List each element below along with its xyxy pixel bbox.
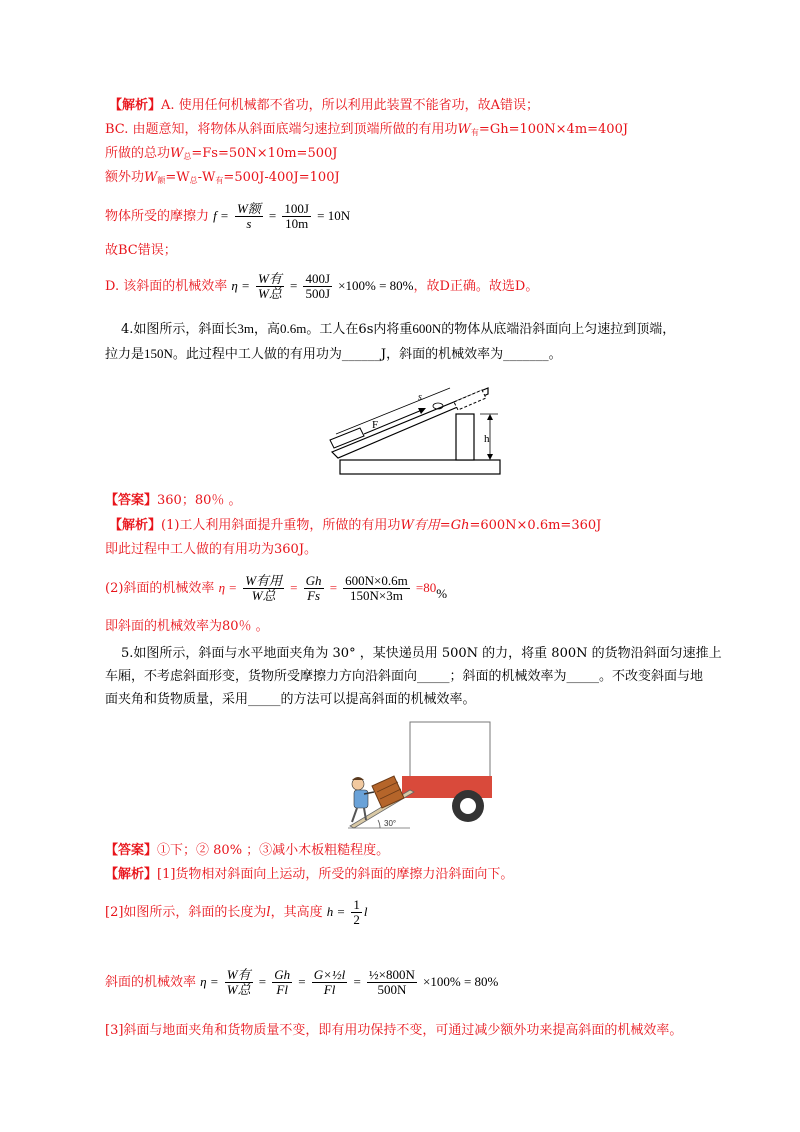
q3-eq2: = bbox=[289, 278, 298, 293]
q3-efficiency-formula bbox=[105, 266, 538, 306]
q4-percent: % bbox=[436, 586, 448, 601]
frac-num: W有 bbox=[258, 271, 282, 286]
answer-tag: 【答案】 bbox=[105, 493, 158, 508]
q4-eta: η = bbox=[218, 580, 238, 595]
q3-text-7a: D. 该斜面的机械效率 bbox=[105, 279, 228, 294]
q4-analysis-line1 bbox=[109, 517, 601, 535]
frac-num: W有用 bbox=[245, 573, 283, 588]
q4-ana-1b: W有用=Gh bbox=[400, 518, 470, 533]
q5-eq2: = bbox=[298, 974, 306, 989]
frac-den: 150N×3m bbox=[350, 588, 403, 603]
truck-wheel-hub bbox=[460, 798, 476, 814]
q4-stem-1c: ，高 bbox=[254, 322, 281, 337]
q3-text-3a: 所做的总功 bbox=[105, 146, 171, 161]
analysis-tag: 【解析】 bbox=[109, 98, 162, 113]
q3-text-4h: =500J-400J=100J bbox=[223, 170, 340, 185]
q5-h-eq: h = bbox=[326, 904, 346, 919]
q5-ana-2c: ，其高度 bbox=[270, 905, 323, 920]
q4-result: =80 bbox=[415, 580, 437, 595]
q3-text-2a: BC. 由题意知，将物体从斜面底端匀速拉到顶端所做的有用功 bbox=[105, 122, 458, 137]
q3-text-4a: 额外功 bbox=[105, 170, 145, 185]
q5-eta: η = bbox=[200, 974, 219, 989]
q3-text-2d: =Gh=100N×4m=400J bbox=[478, 122, 629, 137]
courier-body bbox=[354, 790, 368, 808]
q4-ana-1a: (1)工人利用斜面提升重物，所做的有用功 bbox=[161, 518, 401, 533]
q3-analysis-line2 bbox=[105, 121, 628, 142]
q5-answer-text: ①下；② 80% ；③减小木板粗糙程度。 bbox=[157, 843, 390, 858]
frac-num: 100J bbox=[284, 201, 309, 216]
frac-num: W有 bbox=[226, 967, 251, 982]
frac-den: s bbox=[246, 216, 252, 231]
frac-den: 500J bbox=[305, 286, 331, 301]
q3-eq: = bbox=[268, 208, 277, 223]
q4-stem-1d: 0.6m bbox=[280, 321, 307, 336]
h-arrow-up bbox=[487, 414, 493, 420]
frac-num: 1 bbox=[353, 897, 360, 912]
q5-analysis-line4: [3]斜面与地面夹角和货物质量不变，即有用功保持不变，可通过减少额外功来提高斜面的机械效率。 bbox=[105, 1023, 683, 1038]
frac-num: 600N×0.6m bbox=[345, 573, 408, 588]
q4-frac-2 bbox=[304, 574, 324, 603]
q5-frac-1 bbox=[225, 968, 253, 997]
q5-l: l bbox=[363, 904, 368, 919]
q4-stem-line1 bbox=[121, 320, 675, 339]
q5-answer-line bbox=[105, 842, 389, 860]
support-post bbox=[456, 414, 474, 460]
q3-text-4e: 总 bbox=[189, 176, 198, 185]
q5-stem-line3: 面夹角和货物质量，采用_____的方法可以提高斜面的机械效率。 bbox=[105, 692, 476, 707]
q5-ana-2b: l bbox=[266, 905, 271, 920]
q3-frac-4 bbox=[303, 272, 332, 301]
frac-num: Gh bbox=[274, 967, 291, 982]
q4-stem-1a: 4.如图所示，斜面长 bbox=[121, 322, 238, 337]
answer-tag: 【答案】 bbox=[105, 843, 158, 858]
q4-analysis-line4: 即斜面的机械效率为80％ 。 bbox=[105, 619, 269, 634]
q3-text-3c: 总 bbox=[183, 152, 192, 161]
q4-stem-1f: 600N bbox=[412, 321, 442, 336]
angle-arc bbox=[378, 820, 380, 828]
q5-ana-1: [1]货物相对斜面向上运动，所受的斜面的摩擦力沿斜面向下。 bbox=[157, 867, 514, 882]
q3-result2: ×100% = 80% bbox=[338, 278, 414, 293]
frac-den: W总 bbox=[258, 286, 282, 301]
q5-frac-4 bbox=[367, 968, 417, 997]
frac-num: G×½l bbox=[313, 967, 346, 982]
q3-text-5a: 物体所受的摩擦力 bbox=[105, 209, 210, 224]
wooden-crate bbox=[372, 776, 404, 808]
frac-den: 500N bbox=[377, 982, 407, 997]
q3-text-3b: W bbox=[170, 146, 184, 161]
q3-friction-formula bbox=[105, 196, 350, 236]
q5-frac-3 bbox=[312, 968, 348, 997]
q3-text-4d: =W bbox=[165, 170, 190, 185]
q3-text-7i: ，故D正确。故选D。 bbox=[413, 279, 539, 294]
q5-height-line bbox=[105, 892, 368, 932]
q5-stem-line2: 车厢，不考虑斜面形变，货物所受摩擦力方向沿斜面向_____；斜面的机械效率为_____。不改变斜面与地 bbox=[105, 669, 704, 684]
q3-frac-1 bbox=[235, 202, 263, 231]
q3-analysis-line3 bbox=[105, 145, 337, 166]
q3-formula-f: f = bbox=[213, 208, 229, 223]
q5-ana-2a: [2]如图所示，斜面的长度为 bbox=[105, 905, 267, 920]
courier-hair bbox=[352, 777, 364, 780]
q4-ana-1c: =600N×0.6m=360J bbox=[469, 518, 602, 533]
q4-answer-line bbox=[105, 492, 242, 510]
frac-den: W总 bbox=[226, 982, 251, 997]
q4-incline-figure bbox=[322, 368, 508, 484]
ground-block bbox=[340, 460, 500, 474]
frac-den: W总 bbox=[251, 588, 276, 603]
fig-h-label: h bbox=[484, 433, 490, 445]
q5-eq1: = bbox=[258, 974, 267, 989]
fig-s-label: s bbox=[418, 392, 422, 403]
fig-angle-label: 30° bbox=[384, 819, 397, 828]
q5-truck-figure bbox=[344, 720, 492, 832]
q4-stem-1g: 的物体从底端沿斜面向上匀速拉到顶端， bbox=[441, 322, 676, 337]
q3-text-2b: W bbox=[457, 122, 471, 137]
q3-analysis-line1 bbox=[109, 97, 539, 115]
q3-eta: η = bbox=[231, 278, 250, 293]
q5-analysis-line1 bbox=[105, 866, 513, 884]
q4-efficiency-formula bbox=[105, 566, 447, 610]
q4-stem-2c: 。此过程中工人做的有用功为______J，斜面的机械效率为_______。 bbox=[172, 347, 562, 362]
q3-text-4b: W bbox=[144, 170, 158, 185]
frac-den: 10m bbox=[285, 216, 309, 231]
q4-stem-1b: 3m bbox=[237, 321, 255, 336]
q3-text-4g: 有 bbox=[215, 176, 224, 185]
q4-frac-1 bbox=[243, 574, 284, 603]
q5-frac-2 bbox=[272, 968, 292, 997]
q5-ana-3a: 斜面的机械效率 bbox=[105, 975, 197, 990]
q3-text-4f: -W bbox=[197, 170, 216, 185]
q4-ana-3a: (2)斜面的机械效率 bbox=[105, 581, 215, 596]
q3-result: = 10N bbox=[317, 208, 351, 223]
q5-efficiency-formula bbox=[105, 956, 498, 1008]
q4-stem-2a: 拉力是 bbox=[105, 347, 145, 362]
analysis-tag: 【解析】 bbox=[105, 867, 158, 882]
q3-frac-2 bbox=[282, 202, 311, 231]
frac-den: Fl bbox=[323, 982, 336, 997]
q4-frac-3 bbox=[343, 574, 410, 603]
q5-eq3: = bbox=[353, 974, 361, 989]
q3-text-4c: 额 bbox=[157, 176, 166, 185]
frac-num: 400J bbox=[305, 271, 331, 286]
frac-den: Fl bbox=[276, 982, 288, 997]
h-arrow-down bbox=[487, 454, 493, 460]
q4-stem-2b: 150N bbox=[144, 346, 173, 361]
q3-text-1: A. 使用任何机械都不省功，所以利用此装置不能省功，故A错误； bbox=[161, 98, 540, 113]
q3-analysis-line4 bbox=[105, 169, 340, 190]
q3-text-2c: 有 bbox=[470, 128, 479, 137]
q4-stem-1e: 。工人在6s内将重 bbox=[306, 322, 413, 337]
frac-den: Fs bbox=[307, 588, 321, 603]
q5-stem-line1: 5.如图所示，斜面与水平地面夹角为 30° ，某快递员用 500N 的力，将重 800N 的货物沿斜面匀速推上 bbox=[121, 646, 722, 661]
fig-F-label: F bbox=[372, 419, 379, 431]
q4-analysis-line2: 即此过程中工人做的有用功为360J。 bbox=[105, 542, 318, 557]
q5-result: ×100% = 80% bbox=[423, 974, 499, 989]
q3-analysis-line6: 故BC错误； bbox=[105, 243, 177, 258]
q4-eq1: = bbox=[290, 580, 298, 595]
box-top-dashed bbox=[454, 390, 486, 410]
frac-den: 2 bbox=[353, 912, 360, 927]
q3-frac-3 bbox=[256, 272, 284, 301]
q3-text-3d: =Fs=50N×10m=500J bbox=[191, 146, 338, 161]
q4-answer-text: 360；80％ 。 bbox=[157, 493, 242, 508]
q4-stem-line2 bbox=[105, 345, 562, 364]
analysis-tag: 【解析】 bbox=[109, 518, 162, 533]
frac-num: ½×800N bbox=[368, 967, 415, 982]
courier-leg-1 bbox=[352, 808, 357, 822]
q5-frac-half bbox=[351, 898, 362, 927]
q4-eq2: = bbox=[329, 580, 338, 595]
frac-num: Gh bbox=[305, 573, 322, 588]
frac-num: W额 bbox=[236, 201, 261, 216]
